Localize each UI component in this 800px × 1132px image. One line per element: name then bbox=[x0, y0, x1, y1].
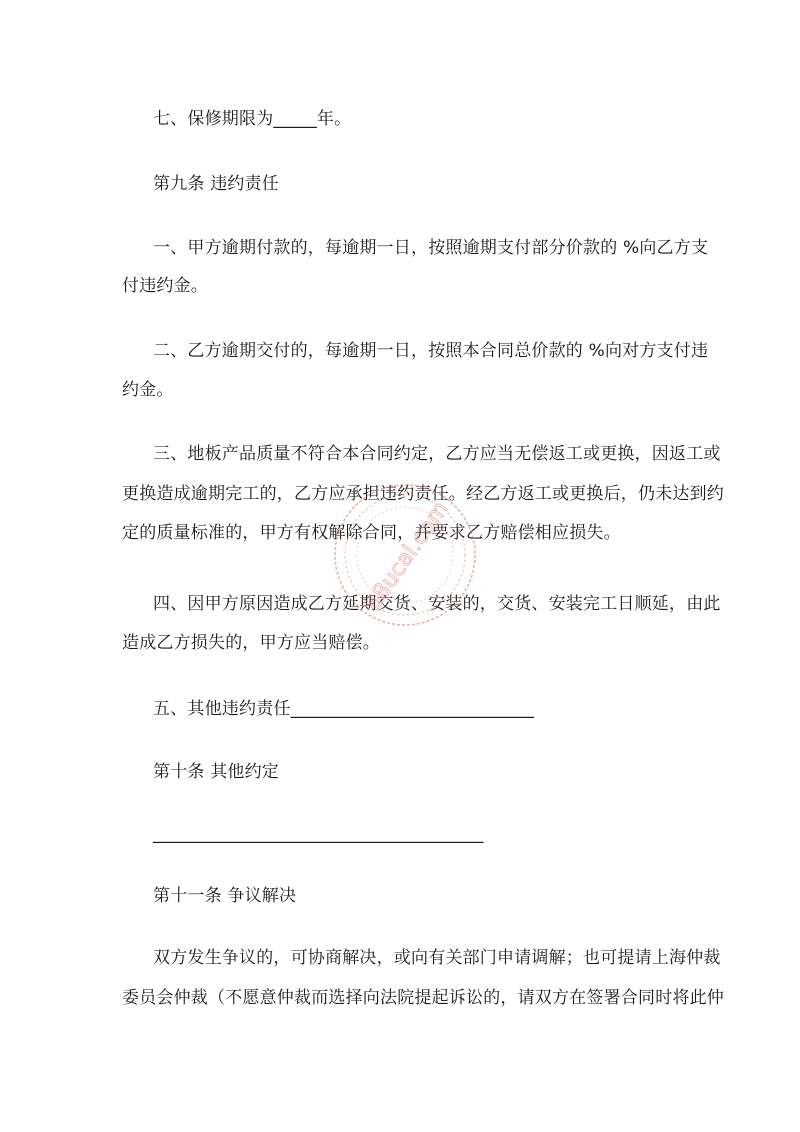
clause-3-line-2: 更换造成逾期完工的，乙方应承担违约责任。经乙方返工或更换后，仍未达到约 bbox=[122, 484, 724, 504]
clause-4-line-1: 四、因甲方原因造成乙方延期交货、安装的，交货、安装完工日顺延，由此 bbox=[153, 594, 721, 614]
clause-2-line-2: 约金。 bbox=[122, 380, 174, 400]
clause-2-line-1: 二、乙方逾期交付的，每逾期一日，按照本合同总价款的 %向对方支付违 bbox=[153, 341, 709, 361]
watermark-stamp-icon bbox=[330, 480, 480, 630]
warranty-period-clause: 七、保修期限为_____年。 bbox=[153, 109, 352, 129]
clause-1-line-1: 一、甲方逾期付款的，每逾期一日，按照逾期支付部分价款的 %向乙方支 bbox=[153, 238, 709, 258]
article-9-heading: 第九条 违约责任 bbox=[153, 174, 280, 194]
clause-5-other-liability: 五、其他违约责任____________________________ bbox=[153, 699, 535, 719]
clause-4-line-2: 造成乙方损失的，甲方应当赔偿。 bbox=[122, 633, 380, 653]
clause-3-line-3: 定的质量标准的，甲方有权解除合同，并要求乙方赔偿相应损失。 bbox=[122, 523, 621, 543]
clause-3-line-1: 三、地板产品质量不符合本合同约定，乙方应当无偿返工或更换，因返工或 bbox=[153, 444, 721, 464]
other-agreement-blank: ______________________________________ bbox=[153, 824, 484, 844]
article-10-heading: 第十条 其他约定 bbox=[153, 762, 280, 782]
dispute-line-2: 委员会仲裁（不愿意仲裁而选择向法院提起诉讼的，请双方在签署合同时将此仲 bbox=[122, 988, 724, 1008]
watermark-text: 88ucai.com bbox=[360, 496, 454, 616]
article-11-heading: 第十一条 争议解决 bbox=[153, 886, 297, 906]
dispute-line-1: 双方发生争议的，可协商解决，或向有关部门申请调解；也可提请上海仲裁 bbox=[153, 948, 721, 968]
clause-1-line-2: 付违约金。 bbox=[122, 276, 208, 296]
